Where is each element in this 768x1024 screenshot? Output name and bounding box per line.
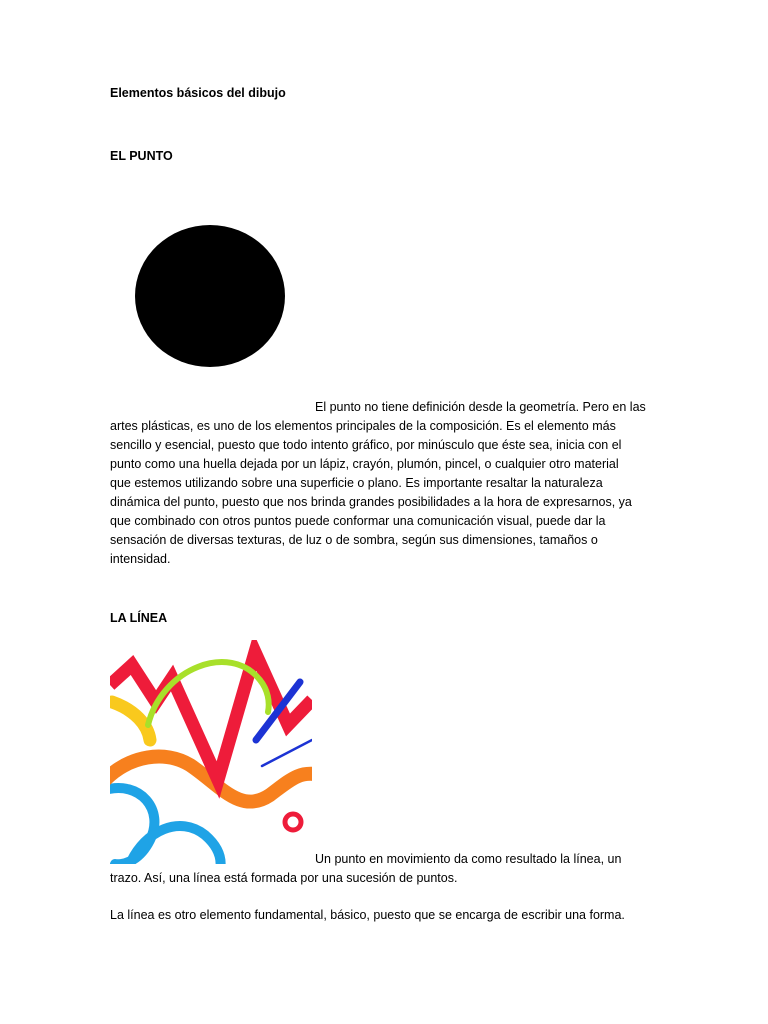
paragraph-line: dinámica del punto, puesto que nos brinda grandes posibilidades a la hora de expresarnos, ya [110,495,632,509]
paragraph-line: trazo. Así, una línea está formada por una sucesión de puntos. [110,871,458,885]
paragraph-line: que estemos utilizando sobre una superficie o plano. Es importante resaltar la naturaleza [110,476,603,490]
paragraph-line: artes plásticas, es uno de los elementos principales de la composición. Es el elemento más [110,419,616,433]
section-heading-punto: EL PUNTO [110,149,173,163]
colorful-lines-icon [110,640,312,864]
paragraph-line: El punto no tiene definición desde la geometría. Pero en las [315,400,646,414]
paragraph-line: Un punto en movimiento da como resultado la línea, un [315,852,622,866]
section-heading-linea: LA LÍNEA [110,611,168,625]
black-dot-icon [134,224,286,368]
paragraph-line: sencillo y esencial, puesto que todo intento gráfico, por minúsculo que éste sea, inicia con el [110,438,622,452]
paragraph-line: punto como una huella dejada por un lápiz, crayón, plumón, pincel, o cualquier otro material [110,457,619,471]
paragraph-line: que combinado con otros puntos puede conformar una comunicación visual, puede dar la [110,514,606,528]
red-ring [285,814,301,830]
lime-arc [148,662,269,725]
paragraph-linea-1 [110,850,660,888]
paragraph-line: La línea es otro elemento fundamental, básico, puesto que se encarga de escribir una forma. [110,908,625,922]
yellow-curve [112,702,150,740]
document-title: Elementos básicos del dibujo [110,86,286,100]
paragraph-line: sensación de diversas texturas, de luz o de sombra, según sus dimensiones, tamaños o [110,533,598,547]
paragraph-punto [110,398,660,569]
paragraph-linea-2 [110,906,660,925]
blue-line [262,740,312,766]
paragraph-line: intensidad. [110,552,171,566]
